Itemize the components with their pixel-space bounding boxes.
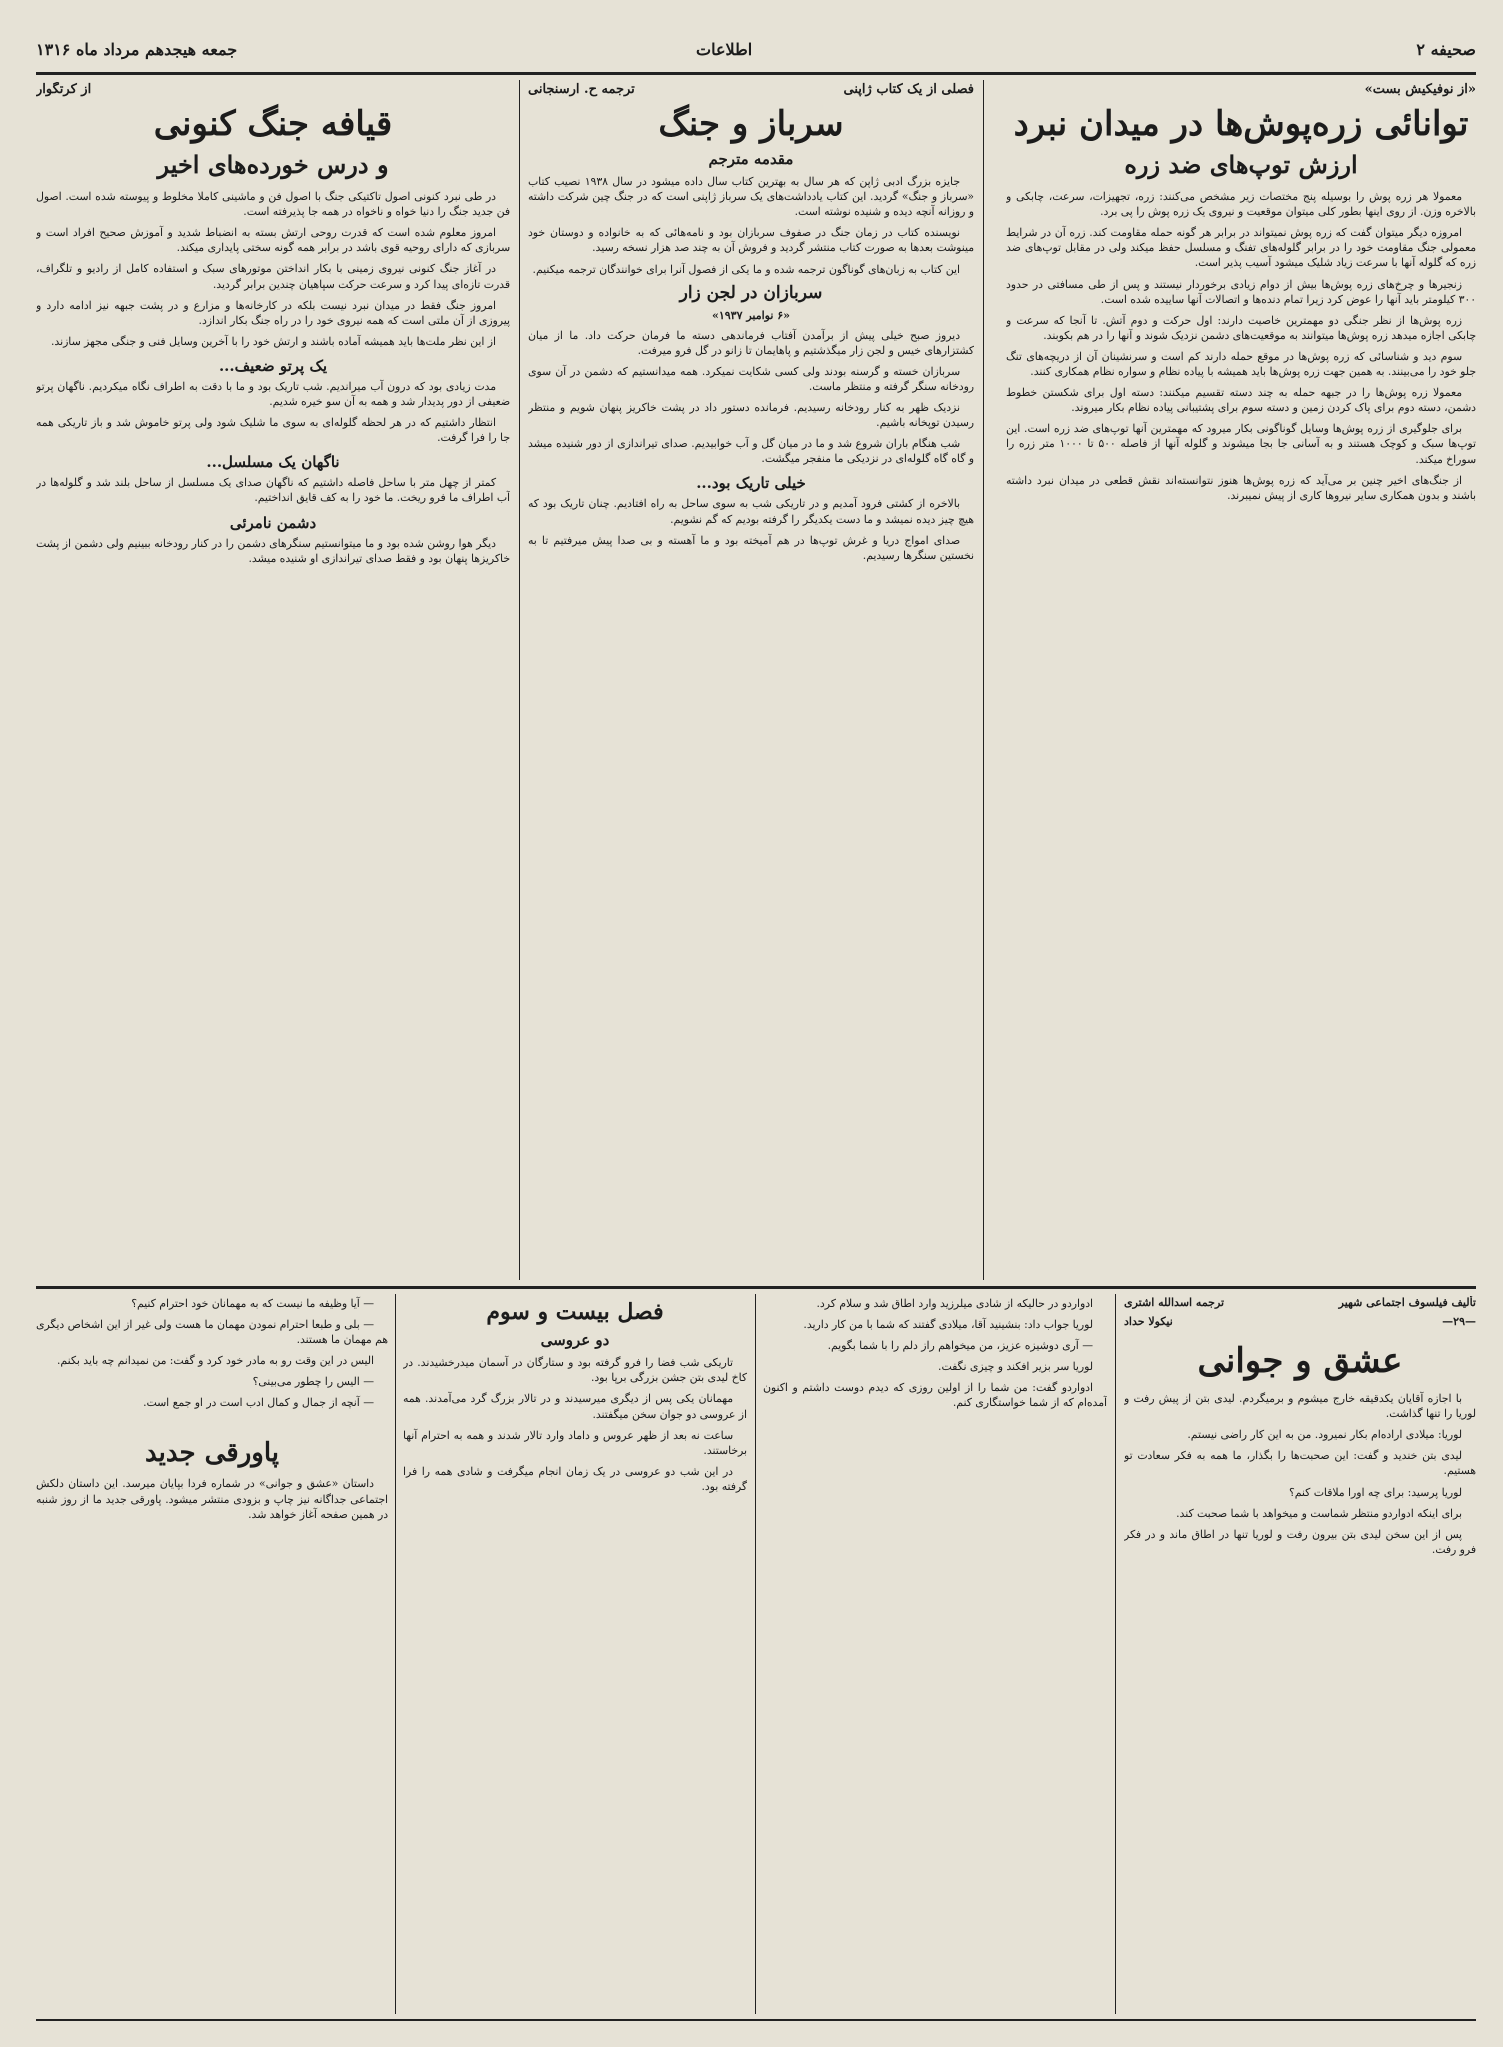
serial-col4-body — [36, 1296, 388, 1411]
paragraph: امروزه دیگر میتوان گفت که زره پوش نمیتواند در برابر هر گونه حمله مقاومت کند. زره آن در شرایط معمولی جنگ مقاومت خود را در برابر گلوله‌های تفنگ و مسلسل حفظ میکند ولی در مقابل توپ‌های ضد زره که گلوله آنها با سرعت زیاد شلیک میشود آسیب پذیر است. — [1006, 226, 1476, 270]
masthead — [36, 34, 1476, 66]
serial-chapter-sub: دو عروسی — [540, 1331, 610, 1350]
war-body — [36, 189, 510, 349]
paragraph: امروز معلوم شده است که قدرت روحی ارتش بسته به انضباط شدید و آموزش صحیح افراد است و سربازی که دارای روحیه قوی باشد در برابر همه گونه سختی پایداری میکند. — [36, 226, 510, 255]
paragraph: انتظار داشتیم که در هر لحظه گلوله‌ای به سوی ما شلیک شود ولی پرتو خاموش شد و باز تاریکی همه جا را فرا گرفت. — [36, 416, 510, 445]
serial-col2-body — [763, 1296, 1107, 1411]
paragraph: — الیس را چطور می‌بینی؟ — [252, 1375, 374, 1389]
paragraph: دیروز صبح خیلی پیش از برآمدن آفتاب فرماندهی دسته ما فرمان حرکت داد. ما از میان کشتزارهای خیس و لجن زار میگذشتیم و پاهایمان تا زانو در گل فرو میرفت. — [528, 328, 974, 357]
paragraph: نزدیک ظهر به کنار رودخانه رسیدیم. فرمانده دستور داد در پشت خاکریز پنهان شویم و منتظر رسیدن توپخانه باشیم. — [528, 401, 974, 430]
paragraph: بالاخره از کشتی فرود آمدیم و در تاریکی شب به سوی ساحل به راه افتادیم. چنان تاریک بود که هیچ چیز دیده نمیشد و ما دست یکدیگر را گرفته بودیم که گم نشویم. — [528, 497, 974, 526]
paragraph: سربازان خسته و گرسنه بودند ولی کسی شکایت نمیکرد. همه میدانستیم که دشمن در آن سوی رودخانه سنگر گرفته و منتظر ماست. — [528, 364, 974, 393]
armor-body — [1006, 189, 1476, 503]
paragraph: صدای امواج دریا و غرش توپ‌ها در هم آمیخته بود و ما آهسته و بی صدا پیش میرفتیم تا به نخستین سنگرها رسیدیم. — [528, 533, 974, 562]
soldier-kicker: فصلی از یک کتاب ژاپنی — [843, 82, 974, 97]
armor-headline: توانائی زره‌پوش‌ها در میدان نبرد — [1013, 104, 1469, 144]
serial-column-2 — [763, 1296, 1107, 2016]
soldier-headline: سرباز و جنگ — [658, 104, 844, 144]
article-war — [36, 82, 510, 1277]
war-side-head: دشمن نامرئی — [229, 513, 317, 532]
serial-column-4 — [36, 1296, 388, 2016]
soldier-section-head: سربازان در لجن زار — [679, 282, 823, 303]
paragraph: در آغاز جنگ کنونی نیروی زمینی با بکار انداختن موتور‌های سبک و استفاده کامل از رادیو و تلگراف، قدرت تازه‌ای پیدا کرد و سرعت حرکت سپاهیان چندین برابر گردید. — [36, 262, 510, 291]
war-kicker: از کرتگوار — [36, 82, 92, 97]
soldier-section-date: «۶ نوامبر ۱۹۳۷» — [711, 308, 791, 322]
paragraph: — بلی و طبعا احترام نمودن مهمان ما هست ولی غیر از این اشخاص دیگری هم مهمان ما هستند. — [36, 1318, 388, 1347]
paragraph: زره پوش‌ها از نظر جنگی دو مهمترین خاصیت دارند: اول حرکت و دوم آتش. تا آنجا که سرعت و چابکی اجازه میدهد زره پوش‌ها میتوانند به موقعیت‌های دشمن نزدیک شوند و آنها را در هم بکوبند. — [1006, 313, 1476, 342]
serial-rule — [36, 1286, 1476, 1289]
serial-meta-row — [1124, 1315, 1476, 1328]
paragraph: داستان «عشق و جوانی» در شماره فردا بپایان میرسد. این داستان دلکش اجتماعی جداگانه نیز چاپ و بزودی منتشر میشود. پاورقی جدید ما از روز شنبه در همین صفحه آغاز خواهد شد. — [36, 1477, 388, 1521]
paragraph: برای جلوگیری از زره پوش‌ها وسایل گوناگونی بکار میرود که مهمترین آنها توپ‌های ضد زره است. این توپ‌ها سبک و کوچک هستند و به آسانی جا بجا میشوند و گلوله آنها از فاصله ۵۰۰ تا ۱۰۰۰ متر زره را سوراخ میکند. — [1006, 422, 1476, 466]
soldier-body — [528, 328, 974, 467]
article-soldier — [528, 82, 974, 1277]
war-story2-head: ناگهان یک مسلسل... — [206, 453, 340, 472]
paragraph: تاریکی شب فضا را فرو گرفته بود و ستارگان در آسمان میدرخشیدند. در کاخ لیدی بتن جشن بزرگی برپا بود. — [403, 1356, 747, 1385]
serial-title: عشق و جوانی — [1197, 1341, 1403, 1381]
paragraph: جایزه بزرگ ادبی ژاپن که هر سال به بهترین کتاب سال داده میشود در سال ۱۹۳۸ نصیب کتاب «سرباز و جنگ» گردید. این کتاب یادداشت‌های یک سرباز ژاپنی است که در جنگ چین شرکت داشته و روزانه آنچه دیده و شنیده نوشته است. — [528, 175, 974, 219]
paragraph: ادواردو در حالیکه از شادی میلرزید وارد اطاق شد و سلام کرد. — [816, 1297, 1093, 1310]
soldier-intro — [528, 174, 974, 277]
paragraph: برای اینکه ادواردو منتظر شماست و میخواهد با شما صحبت کند. — [1176, 1506, 1462, 1520]
serial-credit-row — [1124, 1296, 1476, 1309]
paragraph: معمولا زره پوش‌ها را در جبهه حمله به چند دسته تقسیم میکنند: دسته اول برای شکستن خطوط دشمن، دسته دوم برای پاک کردن زمین و دسته سوم برای پشتیبانی پیاده نظام بکار میروند. — [1006, 386, 1476, 415]
soldier-intro-head: مقدمه مترجم — [708, 150, 794, 169]
column-rule — [1115, 1294, 1116, 2014]
masthead-rule — [36, 72, 1476, 75]
paragraph: — آری دوشیزه عزیز، من میخواهم راز دلم را با شما بگویم. — [827, 1339, 1093, 1353]
newspaper-page — [36, 24, 1476, 2024]
column-rule — [983, 80, 984, 1280]
paragraph: مهمانان یکی پس از دیگری میرسیدند و در تالار بزرگ گرد می‌آمدند. همه از عروسی دو جوان سخن میگفتند. — [403, 1392, 747, 1421]
soldier-header — [528, 82, 974, 97]
column-rule — [755, 1294, 756, 2014]
paragraph: ساعت نه بعد از ظهر عروس و داماد وارد تالار شدند و همه به احترام آنها برخاستند. — [403, 1428, 747, 1457]
paragraph: — آنچه از جمال و کمال ادب است در او جمع است. — [143, 1396, 374, 1410]
war-story — [36, 379, 510, 445]
paragraph: امروز جنگ فقط در میدان نبرد نیست بلکه در کارخانه‌ها و مزارع و در پشت جبهه نیز ادامه دارد و پیروزی از آن ملتی است که همه نیروی خود را در راه جنگ بکار اندازد. — [36, 298, 510, 327]
paragraph: کمتر از چهل متر با ساحل فاصله داشتیم که ناگهان صدای یک مسلسل از ساحل بلند شد و گلوله‌ها در آب اطراف ما فرو ریخت. ما خود را به کف قایق انداختیم. — [36, 476, 510, 505]
paragraph: از این نظر ملت‌ها باید همیشه آماده باشند و ارتش خود را با آخرین وسایل فنی و جنگی مجهز سازند. — [50, 334, 496, 348]
paragraph: پس از این سخن لیدی بتن بیرون رفت و لوریا تنها در اطاق ماند و در فکر فرو رفت. — [1124, 1527, 1476, 1556]
column-rule — [395, 1294, 396, 2014]
bottom-rule — [36, 2019, 1476, 2021]
paragraph: معمولا هر زره پوش را بوسیله پنج مختصات زیر مشخص می‌کنند: زره، تجهیزات، سرعت، چابکی و بالاخره وزن. از روی اینها بطور کلی میتوان موقعیت و نیروی یک زره پوش را پی برد. — [1006, 190, 1476, 219]
armor-kicker: «از نوفیکیش بست» — [1364, 82, 1476, 97]
paragraph: لیدی بتن خندید و گفت: این صحبت‌ها را بگذار، ما همه به فکر سعادت تو هستیم. — [1124, 1449, 1476, 1478]
paragraph: — آیا وظیفه ما نیست که به مهمانان خود احترام کنیم؟ — [131, 1297, 374, 1310]
paragraph: از جنگ‌های اخیر چنین بر می‌آید که زره پوش‌ها هنوز نتوانسته‌اند نقش قطعی در میدان نبرد داشته باشند و بدون همکاری سایر نیروها کاری از پیش نمیبرند. — [1006, 473, 1476, 502]
serial-notice-head: پاورقی جدید — [144, 1437, 280, 1468]
paragraph: این کتاب به زبان‌های گوناگون ترجمه شده و ما یکی از فصول آنرا برای خوانندگان ترجمه میکنیم. — [532, 262, 960, 276]
column-rule — [519, 80, 520, 1280]
serial-chapter: فصل بیست و سوم — [486, 1299, 664, 1325]
paragraph: زنجیر‌ها و چرخ‌های زره پوش‌ها بیش از دوام زیادی برخوردار نیستند و پس از طی مسافتی در حدود ۳۰۰ کیلومتر باید آنها را عوض کرد زیرا تمام دنده‌ها و اتصالات آنها ساییده شده است. — [1006, 277, 1476, 306]
paragraph: لوریا سر بزیر افکند و چیزی نگفت. — [938, 1360, 1093, 1374]
paper-name: اطلاعات — [696, 40, 753, 59]
article-armor — [1006, 82, 1476, 1277]
serial-translator: ترجمه اسدالله اشتری — [1124, 1296, 1225, 1309]
paragraph: مدت زیادی بود که درون آب میراندیم. شب تاریک بود و ما با دقت به اطراف نگاه میکردیم. ناگهان پرتو ضعیفی از دور پدیدار شد و همه به آن سو خیره شدیم. — [36, 379, 510, 409]
serial-notice — [36, 1476, 388, 1521]
war-story-head: یک پرتو ضعیف... — [218, 356, 328, 375]
page-number: صحیفه ۲ — [1416, 40, 1476, 59]
paragraph: الیس در این وقت رو به مادر خود کرد و گفت: من نمیدانم چه باید بکنم. — [57, 1354, 374, 1368]
paragraph: دیگر هوا روشن شده بود و ما میتوانستیم سنگرهای دشمن را در کنار رودخانه ببینیم ولی دشمن از پشت خاکریز‌ها پنهان بود و فقط صدای تیراندازی او شنیده میشد. — [36, 536, 510, 565]
soldier-box-head: خیلی تاریک بود... — [696, 474, 806, 493]
serial-col1-body — [1124, 1391, 1476, 1557]
paragraph: شب هنگام باران شروع شد و ما در میان گل و آب خوابیدیم. صدای تیراندازی از دور شنیده میشد و گاه گاه گلوله‌ای در نزدیکی ما منفجر میگشت. — [528, 437, 974, 466]
serial-number: —۲۹— — [1442, 1315, 1476, 1328]
war-headline: قیافه جنگ کنونی — [153, 104, 393, 144]
war-side — [36, 536, 510, 566]
paragraph: در طی نبرد کنونی اصول تاکتیکی جنگ با اصول فن و ماشینی کاملا مخلوط و پیوسته شده است. اصول فن جدید جنگ را دنیا خواه و ناخواه در همه جا پذیرفته است. — [36, 190, 510, 219]
soldier-box-body — [528, 496, 974, 562]
paragraph: در این شب دو عروسی در یک زمان انجام میگرفت و شادی همه را فرا گرفته بود. — [403, 1464, 747, 1493]
serial-author: نیکولا حداد — [1124, 1315, 1173, 1328]
serial-header-right: تألیف فیلسوف اجتماعی شهیر — [1338, 1296, 1476, 1309]
serial-column-1 — [1124, 1296, 1476, 2016]
paragraph: نویسنده کتاب در زمان جنگ در صفوف سربازان بود و نامه‌هائی که به خانواده و دوستان خود مینوشت بعدها به صورت کتاب منتشر گردید و فروش آن به چند صد هزار نسخه رسید. — [528, 226, 974, 255]
paragraph: با اجازه آقایان یکدقیقه خارج میشوم و برمیگردم. لیدی بتن از پیش رفت و لوریا را تنها گذاشت. — [1124, 1392, 1476, 1421]
issue-date: جمعه هیجدهم مرداد ماه ۱۳۱۶ — [36, 40, 238, 59]
serial-column-3 — [403, 1296, 747, 2016]
soldier-credit: ترجمه ح. ارسنجانی — [528, 82, 635, 97]
paragraph: ادواردو گفت: من شما را از اولین روزی که دیدم دوست داشتم و اکنون آمده‌ام که از شما خواستگاری کنم. — [763, 1381, 1107, 1410]
paragraph: لوریا جواب داد: بنشینید آقا، میلادی گفتند که شما با من کار دارید. — [803, 1318, 1093, 1332]
serial-col3-body — [403, 1355, 747, 1494]
paragraph: لوریا: میلادی اراده‌ام بکار نمیرود. من به این کار راضی نیستم. — [1187, 1428, 1462, 1442]
paragraph: سوم دید و شناسائی که زره‌ پوش‌ها در موقع حمله دارند کم است و سرنشینان آن از دریچه‌های تنگ جلو خود را می‌بینند. به همین جهت زره‌ پوش‌ها باید همیشه با پیاده نظام و سواره نظام همکاری کنند. — [1006, 349, 1476, 379]
paragraph: لوریا پرسید: برای چه اورا ملاقات کنم؟ — [1289, 1485, 1462, 1499]
armor-deck: ارزش توپ‌های ضد زره — [1124, 150, 1358, 180]
war-deck: و درس خورده‌های اخیر — [157, 150, 389, 180]
war-story2 — [36, 475, 510, 505]
